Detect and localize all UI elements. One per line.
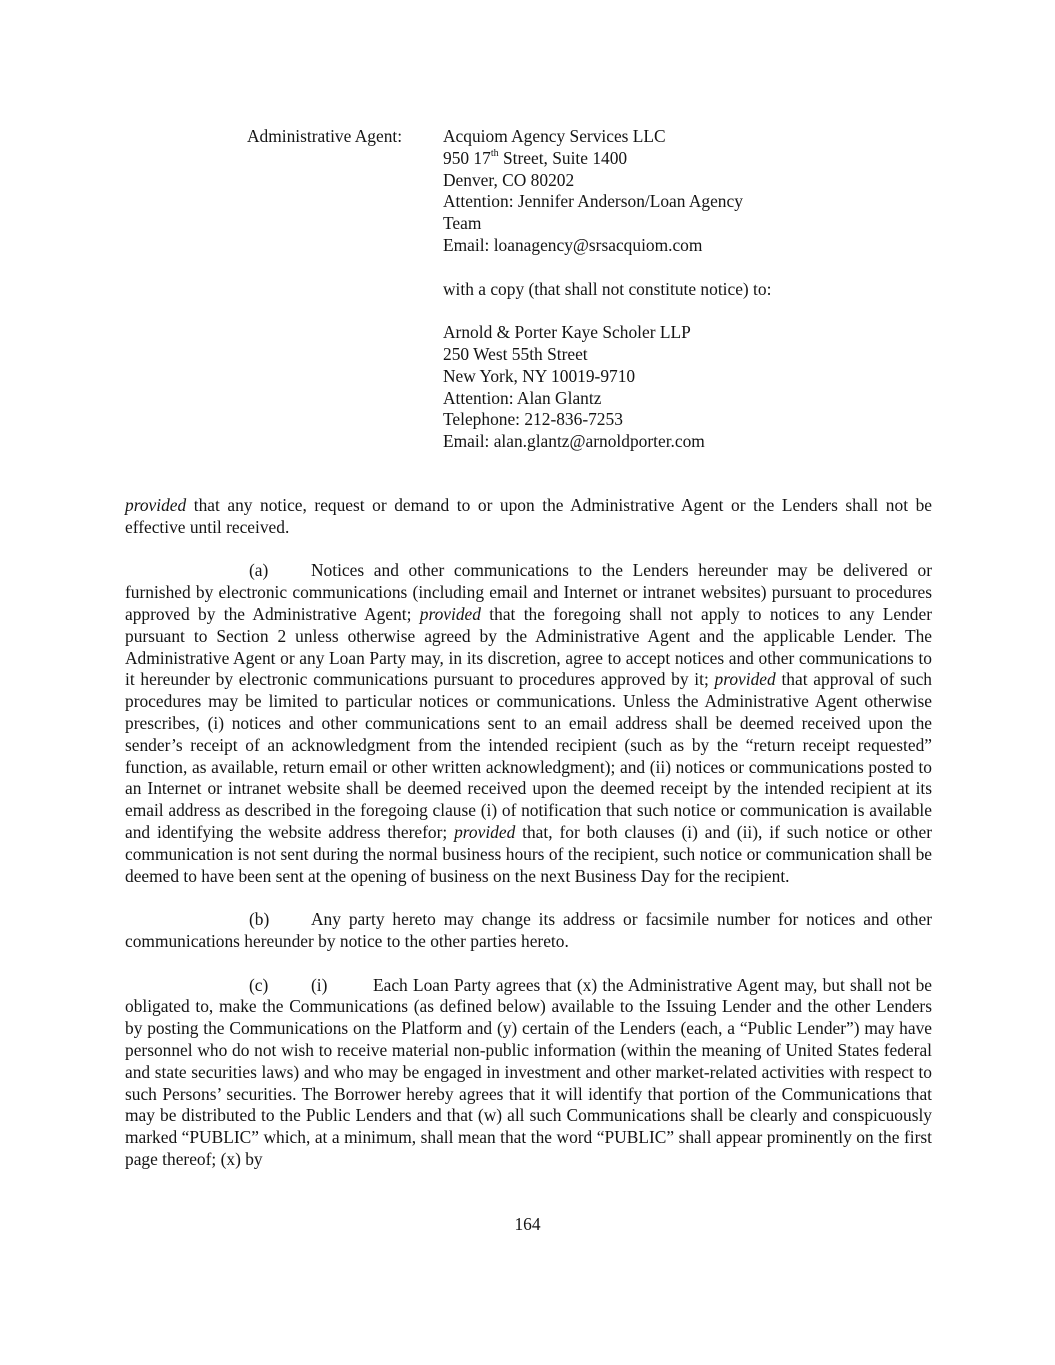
address-line-street: [443, 148, 947, 170]
paragraph-marker: (c): [249, 974, 269, 995]
paragraph-marker: (a): [249, 560, 269, 581]
proviso-word: provided: [419, 603, 481, 624]
proviso-word: provided: [125, 495, 187, 515]
proviso-word: provided: [714, 669, 776, 690]
spacer: [443, 300, 947, 322]
copy-address-line: Attention: Alan Glantz: [443, 387, 602, 408]
subparagraph-marker: (i): [311, 974, 328, 995]
page-number: 164: [514, 1214, 541, 1234]
proviso-word: provided: [454, 821, 516, 842]
address-line: Email: loanagency@srsacquiom.com: [443, 234, 703, 255]
paragraph-text: Each Loan Party agrees that (x) the Administrative Agent may, but shall not be obligated to, make the Communications (as defined below) available to the Issuing Lender and the other Lenders by posting the Communications on the Platform and (y) certain of the Lenders (each, a “Public Lender”) may have personnel who do not wish to receive material non-public information (within the meaning of United States federal and state securities laws) and who may be engaged in investment and other market-related activities with respect to such Persons’ securities. The Borrower hereby agrees that it will identify that portion of the Communications that may be distributed to the Public Lenders and that (w) all such Communications shall be clearly and conspicuously marked “PUBLIC” which, at a minimum, shall mean that the word “PUBLIC” shall appear prominently on the first page thereof; (x) by: [125, 974, 932, 1169]
copy-address-line: Telephone: 212-836-7253: [443, 409, 623, 430]
copy-address-line: Email: alan.glantz@arnoldporter.com: [443, 431, 705, 452]
paragraph-text: that, for both clauses (i) and (ii), if such notice or other communication is not sent during the normal business hours of the recipient, such notice or communication shall be deemed to have been sent at the opening of business on the next Business Day for the recipient.: [125, 821, 932, 886]
copy-address-line: Arnold & Porter Kaye Scholer LLP: [443, 322, 691, 343]
notice-address-block: [247, 126, 947, 453]
body-text: [125, 495, 932, 1193]
paragraph-text: Notices and other communications to the Lenders hereunder may be delivered or furnished by electronic communications (including email and Internet or intranet websites) pursuant to procedures approved by the Administrative Agent;: [125, 560, 932, 624]
paragraph-c: [125, 975, 932, 1171]
copy-instruction: with a copy (that shall not constitute notice) to:: [443, 278, 772, 299]
address-line: Acquiom Agency Services LLC: [443, 126, 666, 146]
paragraph-text: that approval of such procedures may be limited to particular notices or communications. Unless the Administrative Agent otherwise prescribes, (i) notices and other communications sent to an email address shall be deemed received upon the sender’s receipt of an acknowledgment from the intended recipient (such as by the “return receipt requested” function, as available, return email or other written acknowledgment); and (ii) notices or communications posted to an Internet or intranet website shall be deemed received upon the deemed receipt by the intended recipient at its email address as described in the foregoing clause (i) of notification that such notice or communication is available and identifying the website address therefor;: [125, 669, 932, 842]
paragraph-marker: (b): [249, 909, 270, 930]
notice-row: [247, 126, 947, 453]
address-line: Denver, CO 80202: [443, 169, 575, 190]
address-line: Team: [443, 213, 482, 234]
proviso-text: that any notice, request or demand to or upon the Administrative Agent or the Lenders shall not be effective until received.: [125, 495, 932, 537]
paragraph-text: Any party hereto may change its address or facsimile number for notices and other communications hereunder by notice to the other parties hereto.: [125, 909, 932, 951]
notice-party-label: Administrative Agent:: [247, 126, 403, 146]
copy-address-line: New York, NY 10019-9710: [443, 365, 636, 386]
paragraph-b: [125, 909, 932, 953]
address-line: Attention: Jennifer Anderson/Loan Agency: [443, 191, 743, 212]
street-rest: Street, Suite 1400: [498, 147, 628, 168]
proviso-paragraph: [125, 495, 932, 539]
copy-address-line: 250 West 55th Street: [443, 343, 588, 364]
street-number: 950 17: [443, 147, 491, 168]
paragraph-text: that the foregoing shall not apply to notices to any Lender pursuant to Section 2 unless otherwise agreed by the Administrative Agent and the applicable Lender. The Administrative Agent or any Loan Party may, in its discretion, agree to accept notices and other communications to it hereunder by electronic communications pursuant to procedures approved by it;: [125, 603, 932, 690]
spacer: [443, 257, 947, 279]
notice-address-lines: [443, 126, 947, 453]
ordinal-suffix: th: [490, 148, 499, 159]
paragraph-a: [125, 560, 932, 887]
